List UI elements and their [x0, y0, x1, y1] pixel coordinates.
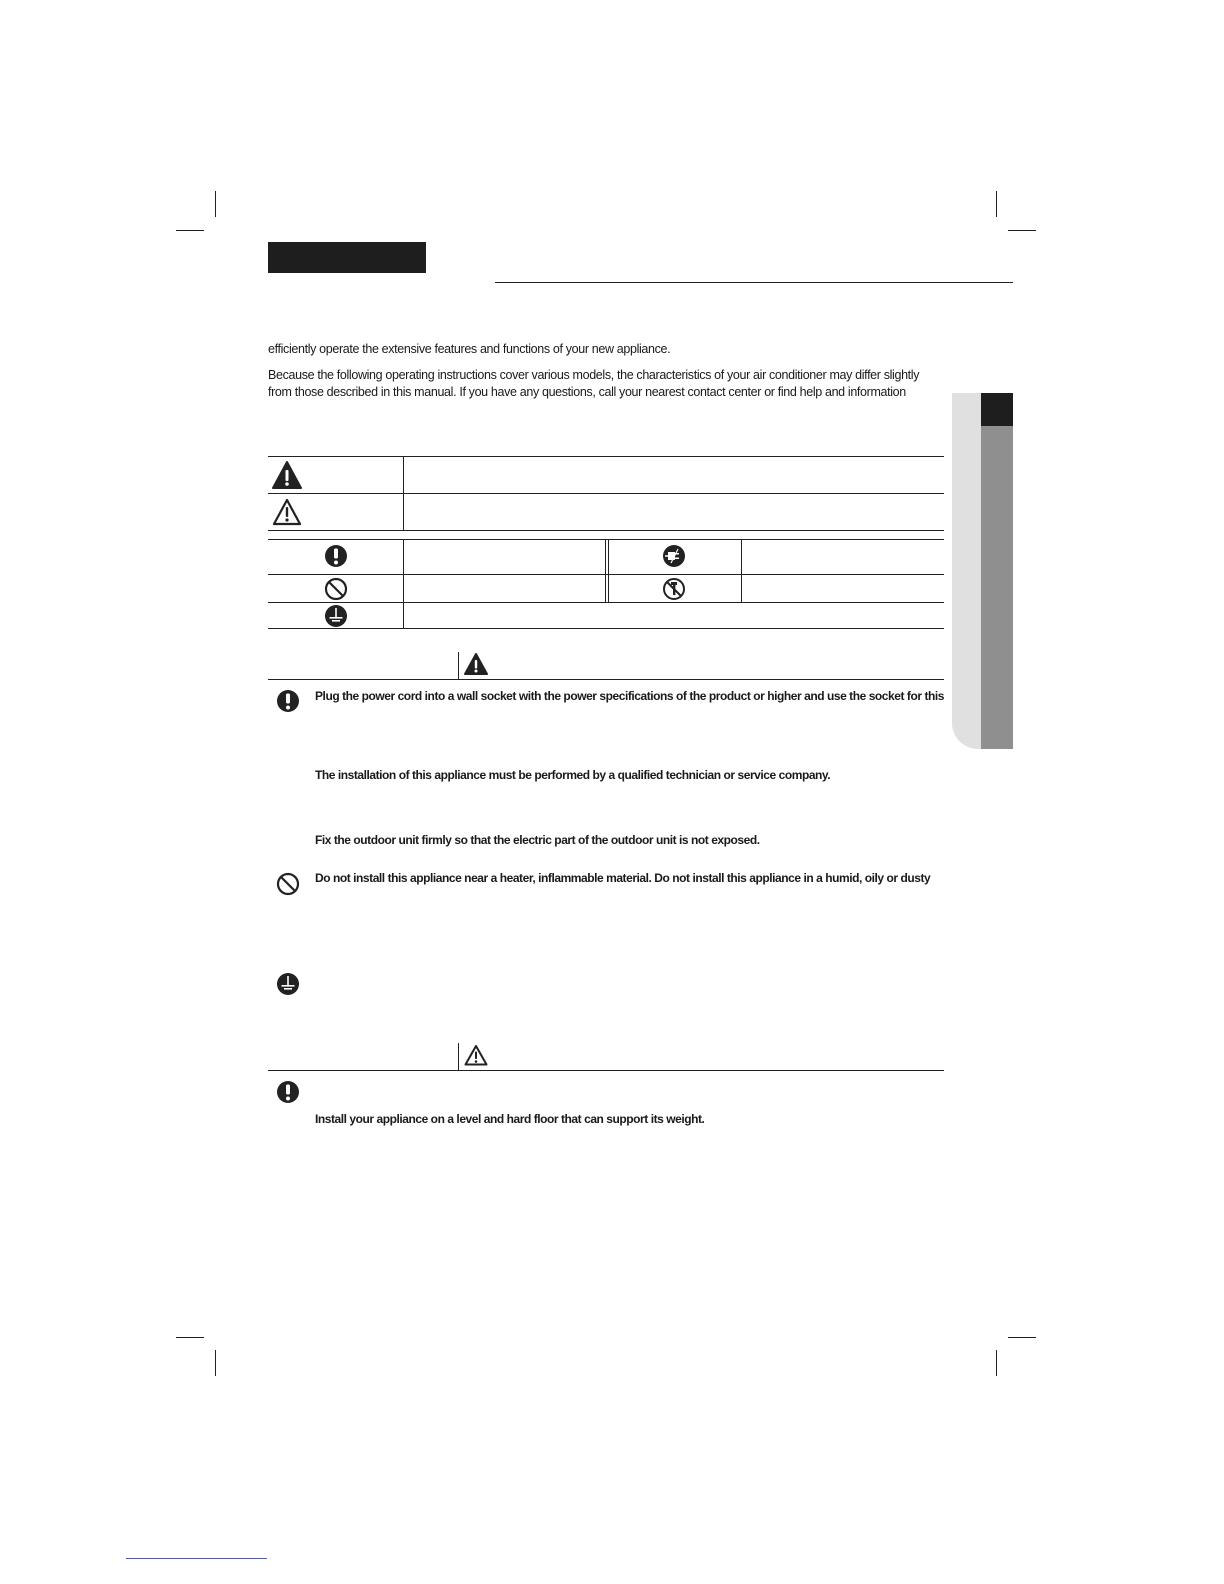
ground-icon: [276, 972, 300, 996]
warning-item-fix-outdoor-unit: Fix the outdoor unit firmly so that the electric part of the outdoor unit is not exposed.: [315, 833, 760, 847]
link-underline: [126, 1558, 267, 1559]
prohibited-icon: [324, 577, 348, 601]
section-rule: [268, 1070, 944, 1071]
crop-mark: [176, 1337, 204, 1338]
side-tab-shadow: [952, 393, 982, 749]
table-rule: [268, 493, 944, 494]
section-rule: [268, 679, 944, 680]
crop-mark: [996, 191, 997, 217]
warning-item-qualified-install: The installation of this appliance must be performed by a qualified technician or service company.: [315, 768, 831, 782]
table-rule: [268, 628, 944, 629]
table-rule: [268, 456, 944, 457]
caution-item-level-floor: Install your appliance on a level and hard floor that can support its weight.: [315, 1112, 705, 1126]
table-divider: [741, 539, 742, 602]
table-rule: [268, 574, 944, 575]
intro-text: efficiently operate the extensive features and functions of your new appliance.: [268, 342, 671, 356]
table-rule: [268, 530, 944, 531]
warning-filled-triangle-icon: [271, 460, 303, 490]
warning-item-power-socket: Plug the power cord into a wall socket with the power specifications of the product or higher and use the socket for this: [315, 689, 944, 703]
warning-filled-triangle-icon: [463, 652, 489, 676]
table-divider: [403, 456, 404, 531]
crop-mark: [1008, 230, 1036, 231]
table-divider: [605, 539, 606, 602]
side-tab: [981, 393, 1013, 749]
crop-mark: [215, 191, 216, 217]
section-divider: [458, 1043, 459, 1071]
prohibited-icon: [276, 872, 300, 896]
models-text-line-2: from those described in this manual. If you have any questions, call your nearest contact center or find help and information: [268, 385, 906, 399]
side-tab-active: [981, 393, 1013, 426]
section-title-bar: [268, 242, 426, 273]
mandatory-exclamation-icon: [276, 689, 300, 713]
mandatory-exclamation-icon: [324, 544, 348, 568]
crop-mark: [996, 1350, 997, 1376]
caution-outline-triangle-icon: [463, 1043, 489, 1067]
crop-mark: [176, 230, 204, 231]
crop-mark: [215, 1350, 216, 1376]
caution-outline-triangle-icon: [271, 497, 303, 527]
table-rule: [268, 602, 944, 603]
unplug-icon: [662, 544, 686, 568]
table-divider: [608, 539, 609, 602]
ground-icon: [324, 604, 348, 628]
do-not-disassemble-icon: [662, 577, 686, 601]
table-rule: [268, 539, 944, 540]
mandatory-exclamation-icon: [276, 1080, 300, 1104]
header-rule: [495, 282, 1013, 283]
section-divider: [458, 652, 459, 680]
warning-item-no-heater: Do not install this appliance near a heater, inflammable material. Do not install this appliance in a humid, oily or dusty: [315, 871, 931, 885]
crop-mark: [1008, 1337, 1036, 1338]
models-text-line-1: Because the following operating instructions cover various models, the characteristics of your air conditioner may differ slightly: [268, 368, 920, 382]
table-divider: [403, 539, 404, 629]
